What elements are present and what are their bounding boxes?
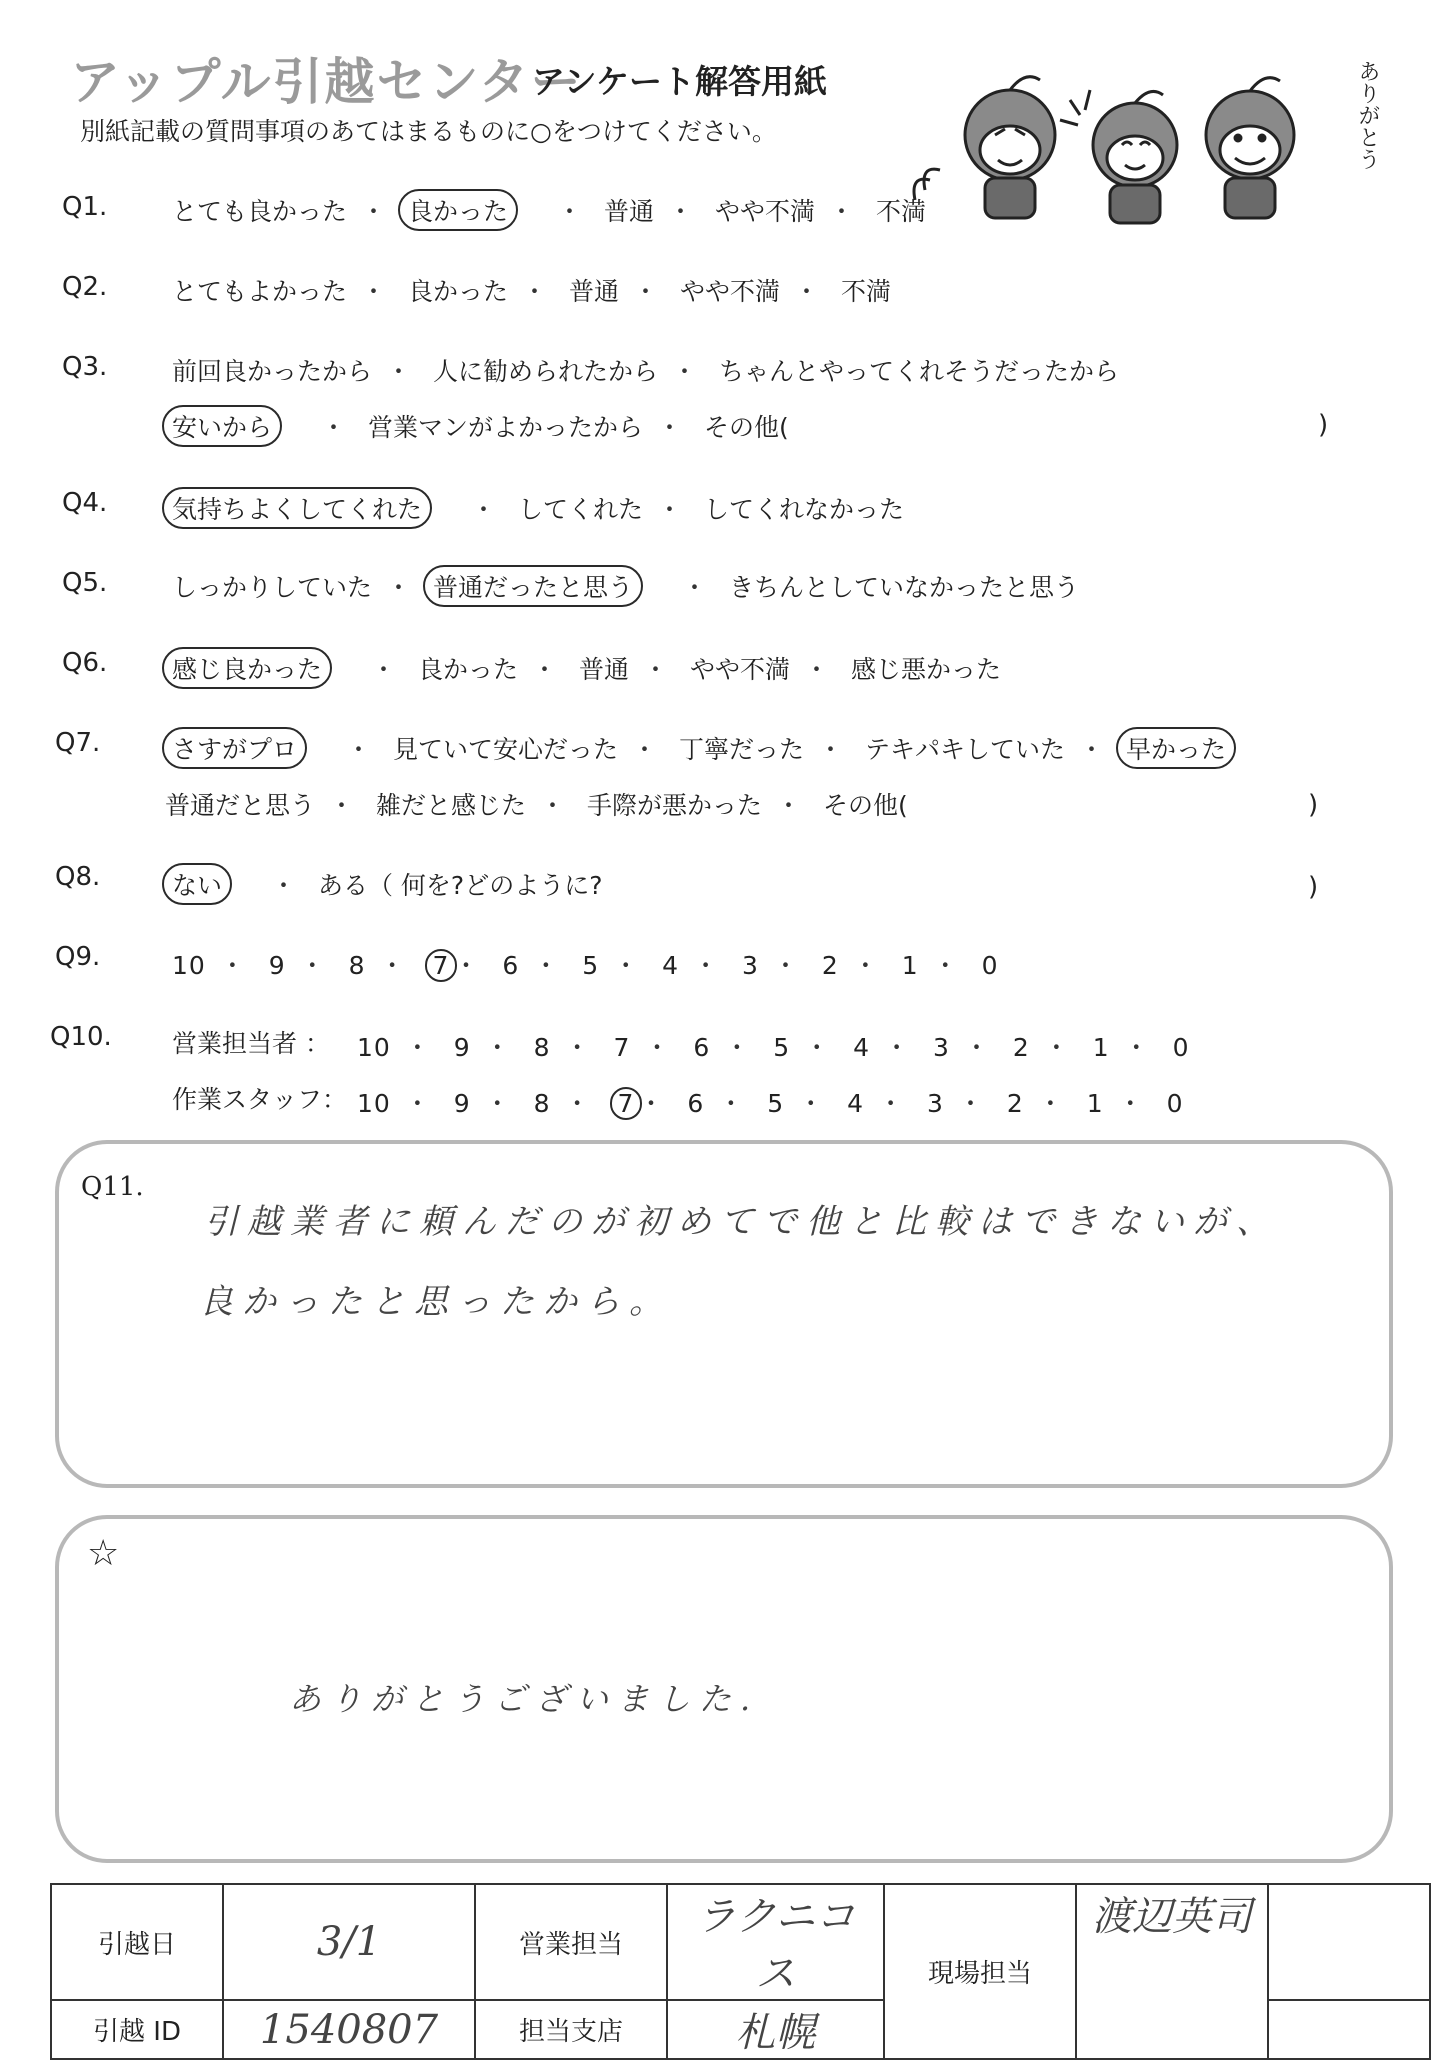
q6-option[interactable]: 感じ悪かった: [850, 655, 1001, 684]
q4-option-selected[interactable]: 気持ちよくしてくれた: [162, 487, 432, 529]
q10-sales-score[interactable]: 9: [453, 1033, 471, 1062]
q10-staff-score[interactable]: 6: [687, 1089, 705, 1118]
q9-score[interactable]: 9: [268, 951, 286, 980]
q4-number: Q4.: [62, 488, 108, 518]
branch-label: 担当支店: [475, 2000, 667, 2059]
monkey-icon: [1206, 78, 1294, 218]
q7-option-selected[interactable]: さすがプロ: [162, 727, 307, 769]
q10-staff-score[interactable]: 3: [927, 1089, 944, 1118]
q10-sales-score[interactable]: 2: [1012, 1033, 1030, 1062]
q3-options-line2: 安いから ・ 営業マンがよかったから ・ その他(: [172, 408, 803, 444]
q10-staff-score[interactable]: 4: [847, 1089, 865, 1118]
q5-options: しっかりしていた ・ 普通だったと思う ・ きちんとしていなかったと思う: [172, 568, 1093, 604]
q10-sales-score[interactable]: 7: [613, 1033, 631, 1062]
mascot-illustration: [900, 60, 1380, 230]
q2-options: とてもよかった ・ 良かった ・ 普通 ・ やや不満 ・ 不満: [172, 277, 891, 306]
monkey-icon: [1060, 90, 1177, 223]
q4-option[interactable]: してくれた: [517, 495, 643, 524]
q5-option-selected[interactable]: 普通だったと思う: [423, 565, 643, 607]
q9-number: Q9.: [55, 942, 101, 972]
branch-value[interactable]: 札幌: [667, 2000, 884, 2059]
q2-option[interactable]: 普通: [568, 277, 619, 306]
q11-answer-line1: 引越業者に頼んだのが初めてで他と比較はできないが、: [204, 1202, 1279, 1242]
q3-close-paren: ): [1318, 410, 1329, 440]
move-date-label: 引越日: [51, 1884, 223, 2000]
q9-scale: 10 ・ 9 ・ 8 ・ 7 ・ 6 ・ 5 ・ 4 ・ 3 ・ 2 ・ 1 ・ 0: [172, 951, 999, 980]
q7-options-line2: 普通だと思う ・ 雑だと感じた ・ 手際が悪かった ・ その他(: [165, 791, 908, 820]
q11-comment-box[interactable]: [55, 1140, 1393, 1488]
q2-option[interactable]: とてもよかった: [172, 277, 348, 306]
mascot-caption: ありがとう: [1355, 60, 1380, 170]
q7-option[interactable]: 手際が悪かった: [586, 791, 762, 820]
q9-score[interactable]: 3: [742, 951, 759, 980]
q10-staff-score[interactable]: 2: [1006, 1089, 1024, 1118]
info-table: [50, 1883, 1431, 2060]
q2-option[interactable]: 良かった: [407, 277, 508, 306]
star-comment-text: ありがとうございました.: [289, 1680, 760, 1718]
q10-sales-scale: 10 ・ 9 ・ 8 ・ 7 ・ 6 ・ 5 ・ 4 ・ 3 ・ 2 ・ 1 ・ 0: [357, 1033, 1190, 1062]
q7-option[interactable]: 丁寧だった: [678, 735, 804, 764]
q3-option[interactable]: ちゃんとやってくれそうだったから: [718, 357, 1119, 386]
q4-option[interactable]: してくれなかった: [703, 495, 904, 524]
q5-option[interactable]: しっかりしていた: [172, 573, 373, 602]
q8-number: Q8.: [55, 862, 101, 892]
q8-close-paren: ): [1308, 872, 1319, 902]
q10-sales-score[interactable]: 5: [773, 1033, 791, 1062]
q2-number: Q2.: [62, 272, 108, 302]
q7-option-selected[interactable]: 早かった: [1116, 727, 1236, 769]
q5-option[interactable]: きちんとしていなかったと思う: [728, 573, 1079, 602]
q7-option[interactable]: その他(: [822, 791, 908, 820]
q6-options: 感じ良かった ・ 良かった ・ 普通 ・ やや不満 ・ 感じ悪かった: [172, 650, 1015, 686]
sales-rep-label: 営業担当: [475, 1884, 667, 2000]
q10-sales-label: 営業担当者 ：: [172, 1029, 330, 1058]
q10-staff-label: 作業スタッフ：: [172, 1085, 348, 1114]
q4-options: 気持ちよくしてくれた ・ してくれた ・ してくれなかった: [172, 490, 918, 526]
star-comment-box[interactable]: [55, 1515, 1393, 1863]
q10-sales-score[interactable]: 3: [933, 1033, 950, 1062]
q9-score[interactable]: 5: [582, 951, 600, 980]
q3-option[interactable]: 前回良かったから: [172, 357, 373, 386]
q7-close-paren: ): [1308, 790, 1319, 820]
q3-option[interactable]: 営業マンがよかったから: [367, 413, 643, 442]
q9-score[interactable]: 4: [662, 951, 680, 980]
q6-option-selected[interactable]: 感じ良かった: [162, 647, 332, 689]
q9-score[interactable]: 8: [348, 951, 366, 980]
q10-sales-score[interactable]: 6: [693, 1033, 711, 1062]
q7-options-line1: さすがプロ ・ 見ていて安心だった ・ 丁寧だった ・ テキパキしていた ・ 早かった: [172, 730, 1250, 766]
q10-staff-score[interactable]: 0: [1166, 1089, 1184, 1118]
q1-option[interactable]: とても良かった: [172, 197, 348, 226]
q9-score[interactable]: 6: [502, 951, 520, 980]
q5-number: Q5.: [62, 568, 108, 598]
q11-answer-line2: 良かったと思ったから。: [199, 1282, 672, 1322]
q8-options: ない ・ ある（ 何を?どのように?: [172, 866, 616, 902]
site-rep-extra-cell: [1268, 2000, 1430, 2059]
form-title: アンケート解答用紙: [532, 62, 828, 101]
q10-staff-scale: 10 ・ 9 ・ 8 ・ 7 ・ 6 ・ 5 ・ 4 ・ 3 ・ 2 ・ 1 ・ 0: [357, 1089, 1184, 1118]
q7-option[interactable]: 見ていて安心だった: [392, 735, 618, 764]
q8-option[interactable]: ある（ 何を?どのように?: [317, 871, 603, 900]
q1-option-selected[interactable]: 良かった: [398, 189, 518, 231]
q10-number: Q10.: [50, 1022, 112, 1052]
q9-score[interactable]: 0: [981, 951, 999, 980]
q6-option[interactable]: 良かった: [417, 655, 518, 684]
q3-option[interactable]: その他(: [703, 413, 789, 442]
q10-sales-score[interactable]: 10: [357, 1033, 391, 1062]
q7-number: Q7.: [55, 728, 101, 758]
q10-sales-score[interactable]: 0: [1172, 1033, 1190, 1062]
q7-option[interactable]: 普通だと思う: [165, 791, 316, 820]
q6-option[interactable]: やや不満: [689, 655, 790, 684]
q2-option[interactable]: 不満: [840, 277, 891, 306]
q9-score[interactable]: 2: [821, 951, 839, 980]
q1-number: Q1.: [62, 192, 108, 222]
q8-option-selected[interactable]: ない: [162, 863, 232, 905]
q3-option[interactable]: 人に勧められたから: [432, 357, 658, 386]
move-date-value[interactable]: 3/1: [223, 1884, 475, 2000]
q3-option-selected[interactable]: 安いから: [162, 405, 282, 447]
q10-staff-score[interactable]: 5: [767, 1089, 785, 1118]
q10-staff-score-selected[interactable]: 7: [610, 1087, 643, 1120]
q7-option[interactable]: 雑だと感じた: [375, 791, 526, 820]
site-rep-label: 現場担当: [884, 1884, 1076, 2059]
move-id-label: 引越 ID: [51, 2000, 223, 2059]
sales-rep-value[interactable]: ラクニコス: [667, 1884, 884, 2000]
q1-option[interactable]: 不満: [875, 197, 926, 226]
q3-number: Q3.: [62, 352, 108, 382]
star-icon: ☆: [87, 1533, 120, 1574]
company-name: アップル引越センター: [70, 53, 583, 111]
q7-option[interactable]: テキパキしていた: [864, 735, 1065, 764]
q6-number: Q6.: [62, 648, 108, 678]
q9-score-selected[interactable]: 7: [425, 949, 458, 982]
q1-option[interactable]: やや不満: [714, 197, 815, 226]
site-rep-extra-cell: [1268, 1884, 1430, 2000]
q10-sales-score[interactable]: 1: [1092, 1033, 1110, 1062]
q9-score[interactable]: 1: [901, 951, 919, 980]
instruction-text: 別紙記載の質問事項のあてはまるものに○をつけてください。: [80, 117, 777, 146]
q1-option[interactable]: 普通: [603, 197, 654, 226]
q1-options: とても良かった ・ 良かった ・ 普通 ・ やや不満 ・ 不満: [172, 192, 940, 228]
q9-score[interactable]: 10: [172, 951, 206, 980]
q10-sales-score[interactable]: 4: [853, 1033, 871, 1062]
q3-options-line1: 前回良かったから ・ 人に勧められたから ・ ちゃんとやってくれそうだったから: [172, 357, 1119, 386]
q11-label: Q11.: [81, 1172, 144, 1202]
q10-staff-score[interactable]: 10: [357, 1089, 391, 1118]
q10-sales-score[interactable]: 8: [533, 1033, 551, 1062]
move-id-value[interactable]: 1540807: [223, 2000, 475, 2059]
q2-option[interactable]: やや不満: [679, 277, 780, 306]
q10-staff-score[interactable]: 8: [533, 1089, 551, 1118]
q10-staff-score[interactable]: 1: [1086, 1089, 1104, 1118]
site-rep-value[interactable]: 渡辺英司: [1076, 1884, 1268, 2059]
q6-option[interactable]: 普通: [578, 655, 629, 684]
q10-staff-score[interactable]: 9: [453, 1089, 471, 1118]
